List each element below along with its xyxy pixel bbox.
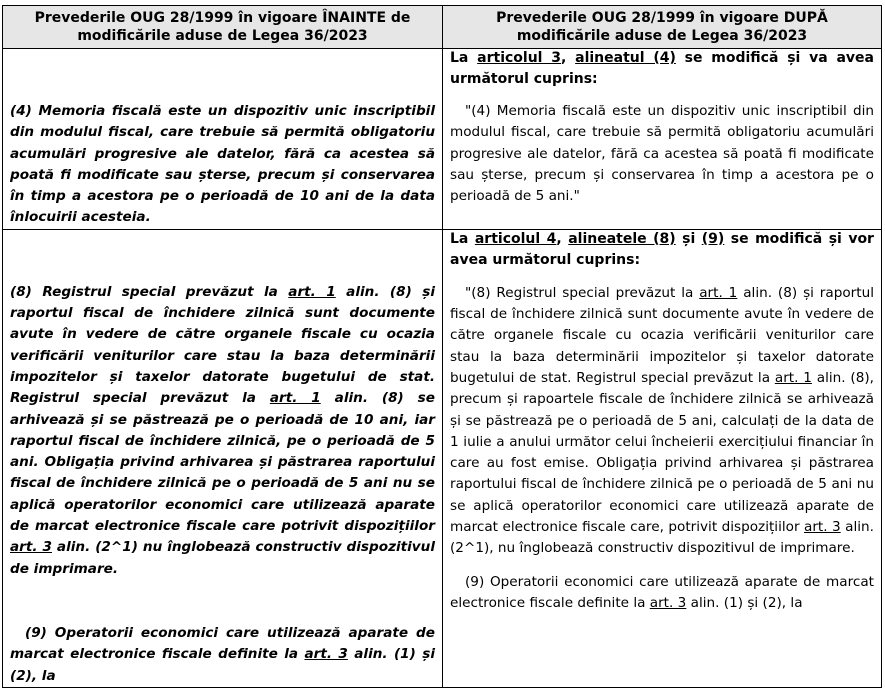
- link-article-3[interactable]: articolul 3: [477, 50, 562, 66]
- link-art-3[interactable]: art. 3: [10, 539, 52, 556]
- text-run: alin. (8) se arhivează și se păstrează pe o perioadă de 10 ani, iar raportul fiscal de închidere zilnică, pe o perioadă de 5 ani. Obligația privind arhivarea și păstrarea raportului fiscal de închidere zilnică pe o perioadă de 5 ani nu se aplică operatorilor economici care utilizează aparate de marcat electronice fiscale care potrivit dispozițiilor: [10, 390, 435, 535]
- link-art-3[interactable]: art. 3: [649, 594, 687, 611]
- link-alineat-4[interactable]: alineatul (4): [575, 50, 676, 66]
- text-run: alin. (8), precum și rapoartele fiscale de închidere zilnică se arhivează și se păstrează pe o perioadă de 5 ani, calculați de la data de 1 iulie a anului următor celui încheierii exercițiului financiar în care au fost emise. Obligația privind arhivarea și păstrarea raportului fiscal de închidere zilnică pe o perioadă de 5 ani nu se aplică operatorilor economici care utilizează aparate de marcat electronice fiscale care, potrivit dispozițiilor: [450, 369, 874, 536]
- text-run: alin. (1) și (2), la: [10, 646, 435, 684]
- row-art4: [3, 229, 882, 687]
- amendment-intro-art4: [450, 229, 874, 271]
- header-row: [3, 6, 882, 49]
- text-run: alin. (2^1) nu înglobează constructiv dispozitivul de imprimare.: [10, 539, 436, 577]
- new-text-alin8: [450, 283, 874, 560]
- link-art-1[interactable]: art. 1: [774, 369, 812, 386]
- intro-text: La: [450, 50, 478, 66]
- cell-after-art3: [443, 49, 882, 230]
- text-run: alin. (2^1), nu înglobează constructiv dispozitivul de imprimare.: [450, 519, 874, 557]
- link-art-3[interactable]: art. 3: [804, 519, 841, 536]
- cell-before-art4: [3, 229, 443, 687]
- text-run: "(8) Registrul special prevăzut la: [465, 284, 700, 301]
- intro-text: se modifică și va avea următorul cuprins:: [450, 50, 874, 87]
- row-art3: [3, 49, 882, 230]
- comparison-table: [2, 5, 882, 688]
- cell-before-art3: [3, 49, 443, 230]
- link-art-1[interactable]: art. 1: [699, 284, 738, 301]
- header-after: [443, 6, 882, 49]
- text-run: (8) Registrul special prevăzut la: [10, 283, 289, 300]
- header-before-text: Prevederile OUG 28/1999 în vigoare ÎNAINTE de modificările aduse de Legea 36/2023: [34, 10, 411, 44]
- text-run: alin. (8) și raportul fiscal de închidere zilnică sunt documente avute în vedere de către organele fiscale cu ocazia verificării veniturilor care stau la baza determinării impozitelor și taxelor datorate bugetului de stat. Registrul special prevăzut la: [10, 283, 436, 407]
- link-article-4[interactable]: articolul 4: [474, 230, 557, 247]
- intro-text: ,: [561, 50, 576, 66]
- text-run: alin. (8) și raportul fiscal de închidere zilnică sunt documente avute în vedere de către organele fiscale cu ocazia verificării veniturilor care stau la baza determinării impozitelor și taxelor datorate bugetului de stat. Registrul special prevăzut la: [450, 284, 874, 386]
- intro-text: La: [450, 230, 475, 247]
- old-text-alin4: (4) Memoria fiscală este un dispozitiv unic inscriptibil din modulul fiscal, care trebuie să permită obligatoriu acumulări progresive ale datelor, fără ca acestea să poată fi modificate sau șterse, precum și conservarea în timp a acestora pe o perioadă de 10 ani de la data înlocuirii acesteia.: [10, 103, 435, 226]
- old-text-alin9: [10, 623, 435, 687]
- new-text-alin4: "(4) Memoria fiscală este un dispozitiv unic inscriptibil din modulul fiscal, care trebuie să permită obligatoriu acumulări progresive ale datelor, fără ca acestea să poată fi modificate sau șterse, precum și conservarea în timp a acestora pe o perioadă de 5 ani.": [450, 103, 874, 205]
- intro-text: și: [675, 230, 702, 247]
- intro-text: ,: [556, 230, 569, 247]
- amendment-intro-art3: [450, 48, 874, 90]
- link-art-1[interactable]: art. 1: [269, 390, 321, 407]
- header-before: [3, 6, 443, 49]
- text-run: (9) Operatorii economici care utilizează aparate de marcat electronice fiscale definite la: [10, 624, 435, 663]
- link-alineat-8[interactable]: alineatele (8): [568, 230, 676, 247]
- new-text-alin9: [450, 572, 874, 615]
- link-art-3[interactable]: art. 3: [304, 646, 348, 663]
- intro-text: se modifică și vor avea următorul cuprins:: [450, 230, 874, 268]
- header-after-text: Prevederile OUG 28/1999 în vigoare DUPĂ modificările aduse de Legea 36/2023: [496, 10, 828, 44]
- text-run: alin. (1) și (2), la: [686, 594, 803, 611]
- link-alineat-9[interactable]: (9): [701, 230, 725, 247]
- cell-after-art4: [443, 229, 882, 687]
- text-run: (9) Operatorii economici care utilizează aparate de marcat electronice fiscale definite la: [450, 573, 874, 611]
- link-art-1[interactable]: art. 1: [288, 283, 336, 300]
- old-text-alin8: [10, 282, 435, 580]
